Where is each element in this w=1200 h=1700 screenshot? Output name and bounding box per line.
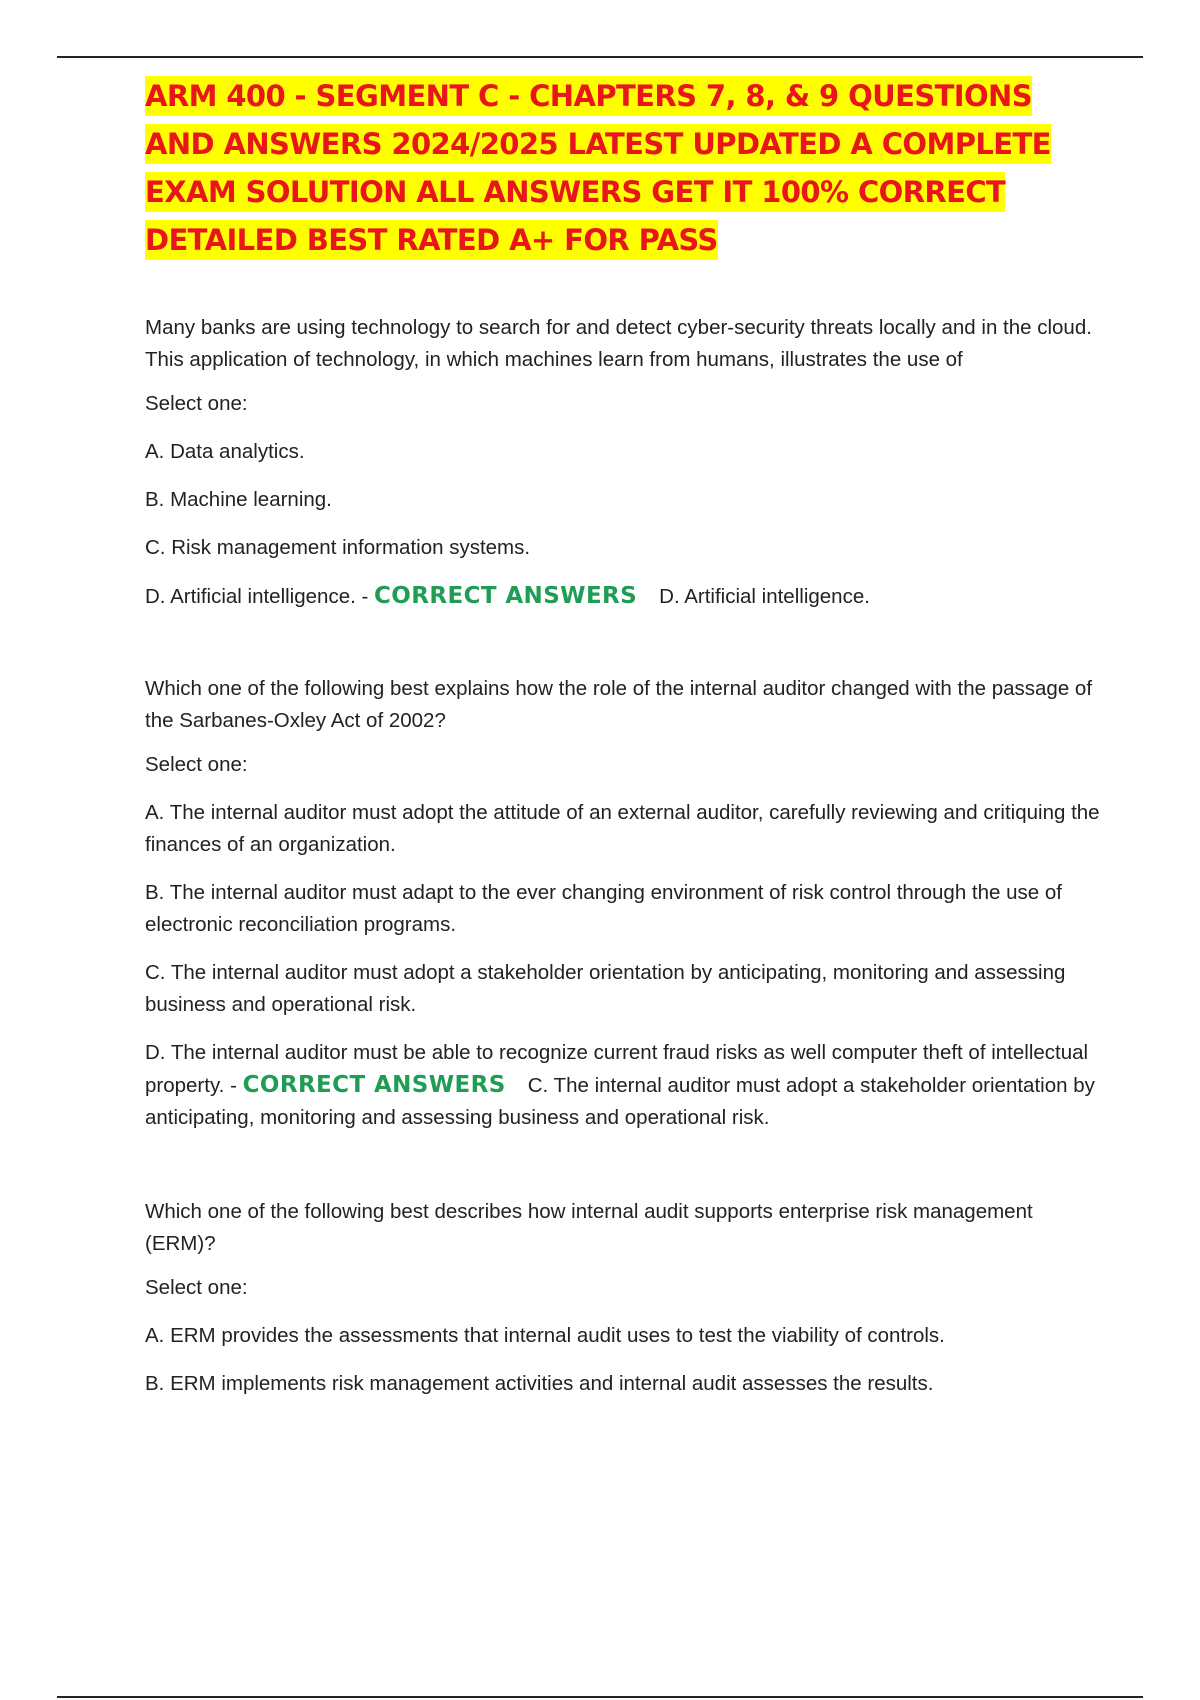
question-text: Which one of the following best explains how the role of the internal auditor changed with the passage of the Sarbanes-Oxley Act of 2002? (145, 677, 1093, 732)
option-b: B. The internal auditor must adapt to the ever changing environment of risk control through the use of electronic reconciliation programs. (145, 881, 1062, 936)
correct-answers-tag: CORRECT ANSWERS (374, 583, 638, 609)
select-one-label: Select one: (145, 392, 248, 415)
question-text: Which one of the following best describes how internal audit supports enterprise risk management (ERM)? (145, 1200, 1033, 1255)
option-d-with-answer (145, 1037, 1100, 1134)
top-rule (57, 56, 1143, 58)
question-1 (145, 312, 1100, 613)
bottom-rule (57, 1696, 1143, 1698)
select-one-label: Select one: (145, 1276, 248, 1299)
select-one-label: Select one: (145, 753, 248, 776)
correct-answer-text: C. The internal auditor must adopt a stakeholder orientation by anticipating, monitoring and assessing business and operational risk. (145, 1074, 1095, 1129)
correct-answers-tag: CORRECT ANSWERS (242, 1072, 506, 1098)
title-highlight: ARM 400 - SEGMENT C - CHAPTERS 7, 8, & 9 QUESTIONS AND ANSWERS 2024/2025 LATEST UPDATED A COMPLETE EXAM SOLUTION ALL ANSWERS GET IT 100% CORRECT DETAILED BEST RATED A+ FOR PASS (145, 76, 1051, 260)
option-d: D. The internal auditor must be able to recognize current fraud risks as well computer theft of intellectual property. - (145, 1041, 1089, 1097)
option-d: D. Artificial intelligence. - (145, 585, 369, 608)
spacer (145, 1150, 1100, 1196)
option-a: A. The internal auditor must adopt the attitude of an external auditor, carefully reviewing and critiquing the finances of an organization. (145, 801, 1100, 856)
option-a: A. ERM provides the assessments that internal audit uses to test the viability of controls. (145, 1324, 945, 1347)
spacer (145, 629, 1100, 673)
document-title (145, 72, 1100, 264)
option-c: C. The internal auditor must adopt a stakeholder orientation by anticipating, monitoring and assessing business and operational risk. (145, 961, 1066, 1016)
question-text: Many banks are using technology to search for and detect cyber-security threats locally and in the cloud. This application of technology, in which machines learn from humans, illustrates the use of (145, 316, 1092, 371)
option-b: B. Machine learning. (145, 488, 332, 511)
option-d-with-answer (145, 580, 1100, 613)
correct-answer-text: D. Artificial intelligence. (659, 585, 870, 608)
option-a: A. Data analytics. (145, 440, 305, 463)
question-2 (145, 673, 1100, 1134)
option-b: B. ERM implements risk management activities and internal audit assesses the results. (145, 1372, 934, 1395)
option-c: C. Risk management information systems. (145, 536, 531, 559)
question-3 (145, 1196, 1100, 1400)
document-page (145, 72, 1100, 1416)
